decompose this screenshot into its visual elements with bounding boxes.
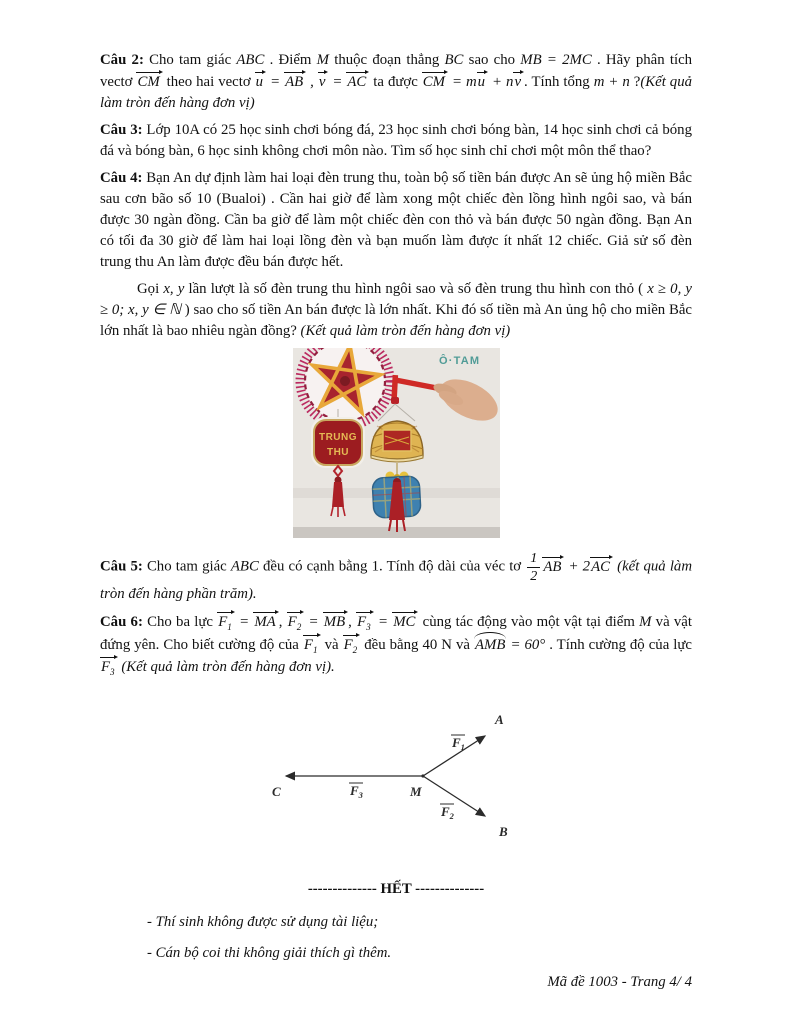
question-cau-2: Câu 2: Cho tam giác ABC . Điểm M thuộc đoạn thẳng BC sao cho MB = 2MC . Hãy phân tích vectơ CM theo hai vectơ u = AB , v = AC ta được CM = mu + nv . Tính tổng m + n ?(Kết quả làm tròn đến hàng đơn vị): [100, 52, 693, 111]
question-cau-5: Câu 5: Cho tam giác ABC đều có cạnh bằng 1. Tính độ dài của véc tơ $\frac{1}{2}$ AB + 2AC (kết quả làm tròn đến hàng phần trăm).: [100, 550, 693, 602]
question-cau-4: Câu 4: Bạn An dự định làm hai loại đèn trung thu, toàn bộ số tiền bán được An sẽ ủng hộ miền Bắc sau cơn bão số 10 (Bualoi) . Cần hai giờ để làm xong một chiếc đèn lồng hình ngôi sao, và bán được 30 ngàn đồng. Cần ba giờ để làm một chiếc đèn con thỏ và bán được 50 ngàn đồng. Bạn An có tối đa 30 giờ để làm hai loại lồng đèn và bạn muốn làm được ít nhất 12 chiếc. Giả sử số đèn trung thu An làm được đều bán được hết.: [100, 170, 692, 270]
question-cau-4-continued: Gọi x, y lần lượt là số đèn trung thu hình ngôi sao và số đèn trung thu hình con thỏ ( x ≥ 0, y ≥ 0; x, y ∈ ℕ ) sao cho số tiền An bán được là lớn nhất. Khi đó số tiền mà An ủng hộ cho miền Bắc lớn nhất là bao nhiêu ngàn đồng? (Kết quả làm tròn đến hàng đơn vị): [100, 281, 692, 339]
vector-f2-arrow: [423, 776, 485, 816]
fraction: $\frac{1}{2}$: [527, 551, 540, 584]
label-c: C: [272, 783, 281, 799]
note-no-explanation: - Cán bộ coi thi không giải thích gì thêm.: [147, 944, 392, 961]
sign-tassel: [332, 482, 344, 507]
sign-text-line1: TRUNG: [318, 432, 357, 443]
label-f1: $F_1$: [452, 734, 465, 752]
force-diagram: [252, 704, 532, 849]
brand-logo: Ô·TAM: [438, 355, 480, 367]
page-label: Mã đề 1003 - Trang 4/ 4: [547, 974, 692, 991]
lantern-photo-image: [293, 348, 500, 538]
label-a: A: [495, 711, 504, 727]
exam-notes: [147, 912, 692, 965]
label-f2: $F_2$: [441, 803, 454, 821]
lantern-photo: [293, 348, 500, 543]
end-divider: -------------- HẾT --------------: [307, 880, 485, 897]
question-cau-3: Câu 3: Lớp 10A có 25 học sinh chơi bóng đá, 23 học sinh chơi bóng bàn, 14 học sinh chơi cả bóng đá và bóng bàn, 6 học sinh không chơi môn nào. Tìm số học sinh chỉ chơi một môn thể thao?: [100, 122, 692, 159]
label-f3: $F_3$: [350, 782, 363, 800]
label-b: B: [499, 823, 508, 839]
point-m-dot: [421, 774, 424, 777]
sign-text-line2: THU: [326, 447, 349, 458]
force-diagram-image: [252, 704, 532, 844]
label-m: M: [410, 783, 422, 799]
stick-knob: [391, 397, 399, 404]
question-cau-6: Câu 6: Cho ba lực $F_1$ = MA , $F_2$ = MB , $F_3$ = MC cùng tác động vào một vật tại điểm M và vật đứng yên. Cho biết cường độ của $F_1$ và $F_2$ đều bằng 40 N và AMB = 60° . Tính cường độ của lực $F_3$ (Kết quả làm tròn đến hàng đơn vị).: [100, 611, 692, 678]
note-no-materials: - Thí sinh không được sử dụng tài liệu;: [147, 913, 379, 930]
